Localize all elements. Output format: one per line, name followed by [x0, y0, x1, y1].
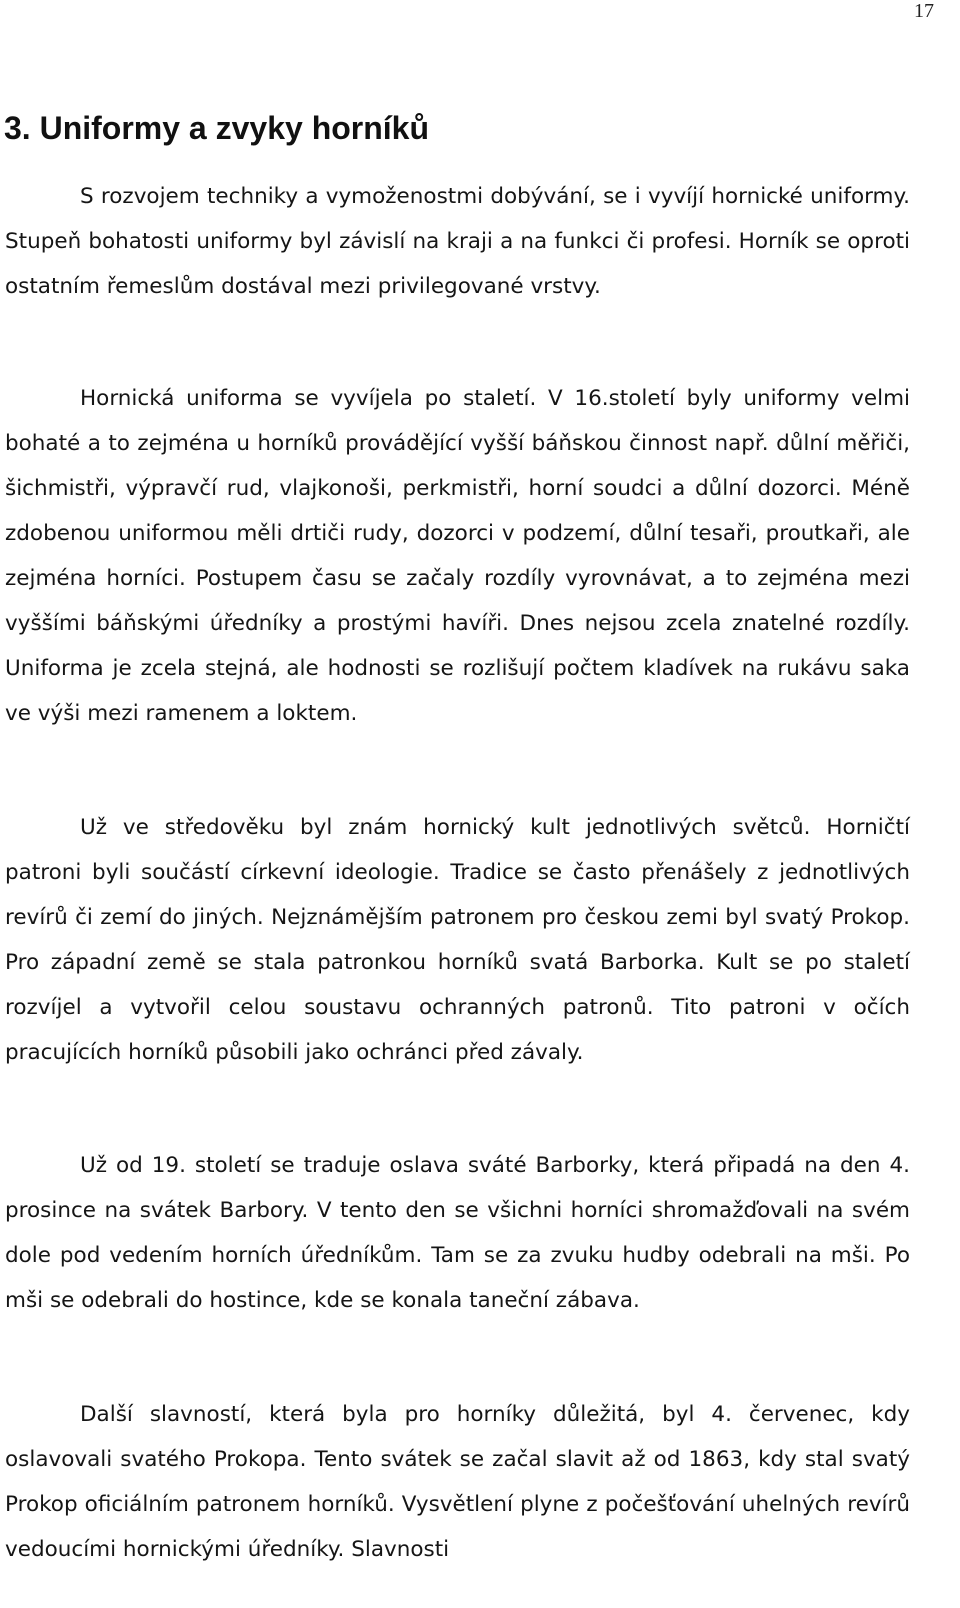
paragraph-2: Hornická uniforma se vyvíjela po staletí. V 16.století byly uniformy velmi bohaté a to zejména u horníků provádějící vyšší báňskou činnost např. důlní měřiči, šichmistři, výpravčí rud, vlajkonoši, perkmistři, horní soudci a důlní dozorci. Méně zdobenou uniformou měli drtiči rudy, dozorci v podzemí, důlní tesaři, proutkaři, ale zejména horníci. Postupem času se začaly rozdíly vyrovnávat, a to zejména mezi vyššími báňskými úředníky a prostými havíři. Dnes nejsou zcela znatelné rozdíly. Uniforma je zcela stejná, ale hodnosti se rozlišují počtem kladívek na rukávu saka ve výši mezi ramenem a loktem. [5, 386, 910, 726]
paragraph-4: Už od 19. století se traduje oslava sváté Barborky, která připadá na den 4. prosince na svátek Barbory. V tento den se všichni horníci shromažďovali na svém dole pod vedením horních úředníkům. Tam se za zvuku hudby odebrali na mši. Po mši se odebrali do hostince, kde se konala taneční zábava. [5, 1153, 910, 1313]
section-heading: 3. Uniformy a zvyky horníků [4, 110, 430, 146]
page-number: 17 [914, 0, 934, 22]
paragraph-1: S rozvojem techniky a vymoženostmi dobývání, se i vyvíjí hornické uniformy. Stupeň bohatosti uniformy byl závislí na kraji a na funkci či profesi. Horník se oproti ostatním řemeslům dostával mezi privilegované vrstvy. [5, 184, 910, 299]
paragraph-5: Další slavností, která byla pro horníky důležitá, byl 4. červenec, kdy oslavovali svatého Prokopa. Tento svátek se začal slavit až od 1863, kdy stal svatý Prokop oficiálním patronem horníků. Vysvětlení plyne z počešťování uhelných revírů vedoucími hornickými úředníky. Slavnosti [5, 1402, 910, 1562]
paragraph-3: Už ve středověku byl znám hornický kult jednotlivých světců. Horničtí patroni byli součástí církevní ideologie. Tradice se často přenášely z jednotlivých revírů či zemí do jiných. Nejznámějším patronem pro českou zemi byl svatý Prokop. Pro západní země se stala patronkou horníků svatá Barborka. Kult se po staletí rozvíjel a vytvořil celou soustavu ochranných patronů. Tito patroni v očích pracujících horníků působili jako ochránci před závaly. [5, 815, 910, 1065]
